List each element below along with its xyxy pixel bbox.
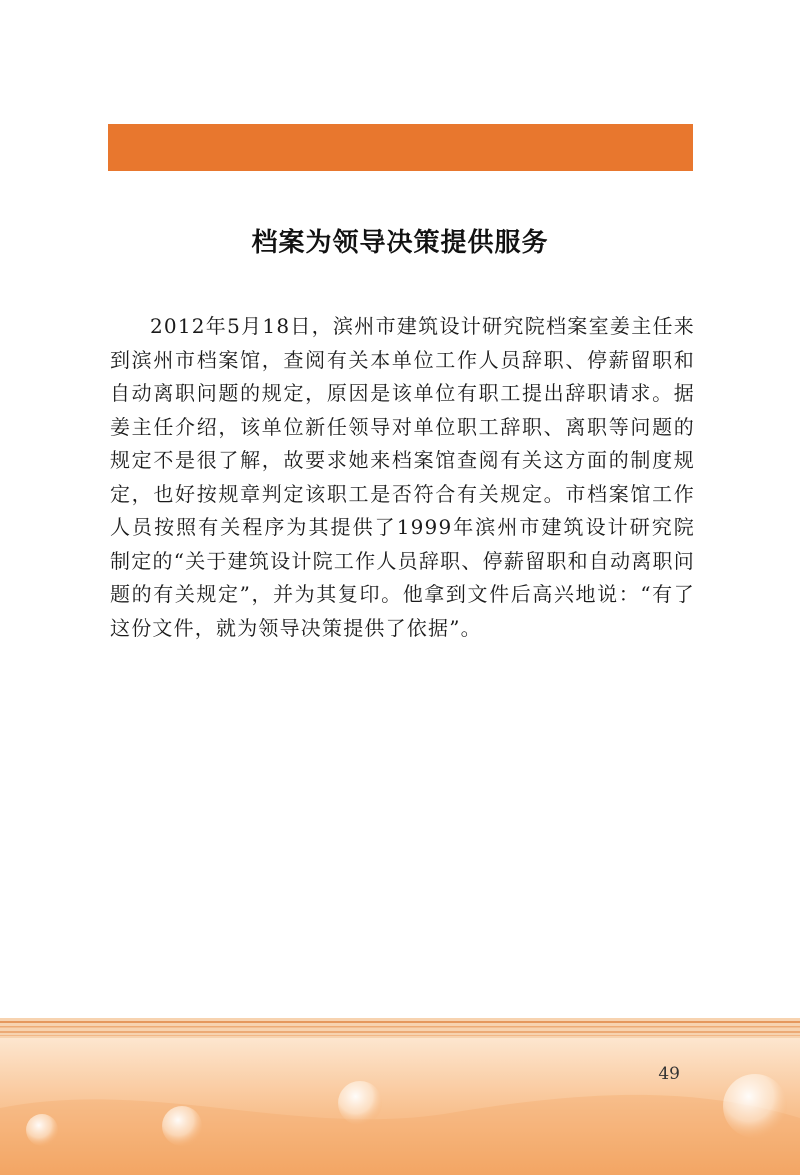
- bubble-decoration: [338, 1081, 382, 1125]
- footer-decoration: [0, 1018, 800, 1175]
- page-number: 49: [658, 1064, 680, 1084]
- bubble-decoration: [723, 1074, 787, 1138]
- bubble-decoration: [162, 1106, 202, 1146]
- body-paragraph: 2012年5月18日，滨州市建筑设计研究院档案室姜主任来到滨州市档案馆，查阅有关本单位工作人员辞职、停薪留职和自动离职问题的规定，原因是该单位有职工提出辞职请求。据姜主任介绍，该单位新任领导对单位职工辞职、离职等问题的规定不是很了解，故要求她来档案馆查阅有关这方面的制度规定，也好按规章判定该职工是否符合有关规定。市档案馆工作人员按照有关程序为其提供了1999年滨州市建筑设计研究院制定的“关于建筑设计院工作人员辞职、停薪留职和自动离职问题的有关规定”，并为其复印。他拿到文件后高兴地说：“有了这份文件，就为领导决策提供了依据”。: [110, 314, 695, 640]
- header-bar: [108, 124, 693, 171]
- bubble-decoration: [26, 1114, 58, 1146]
- page-title: 档案为领导决策提供服务: [251, 228, 549, 258]
